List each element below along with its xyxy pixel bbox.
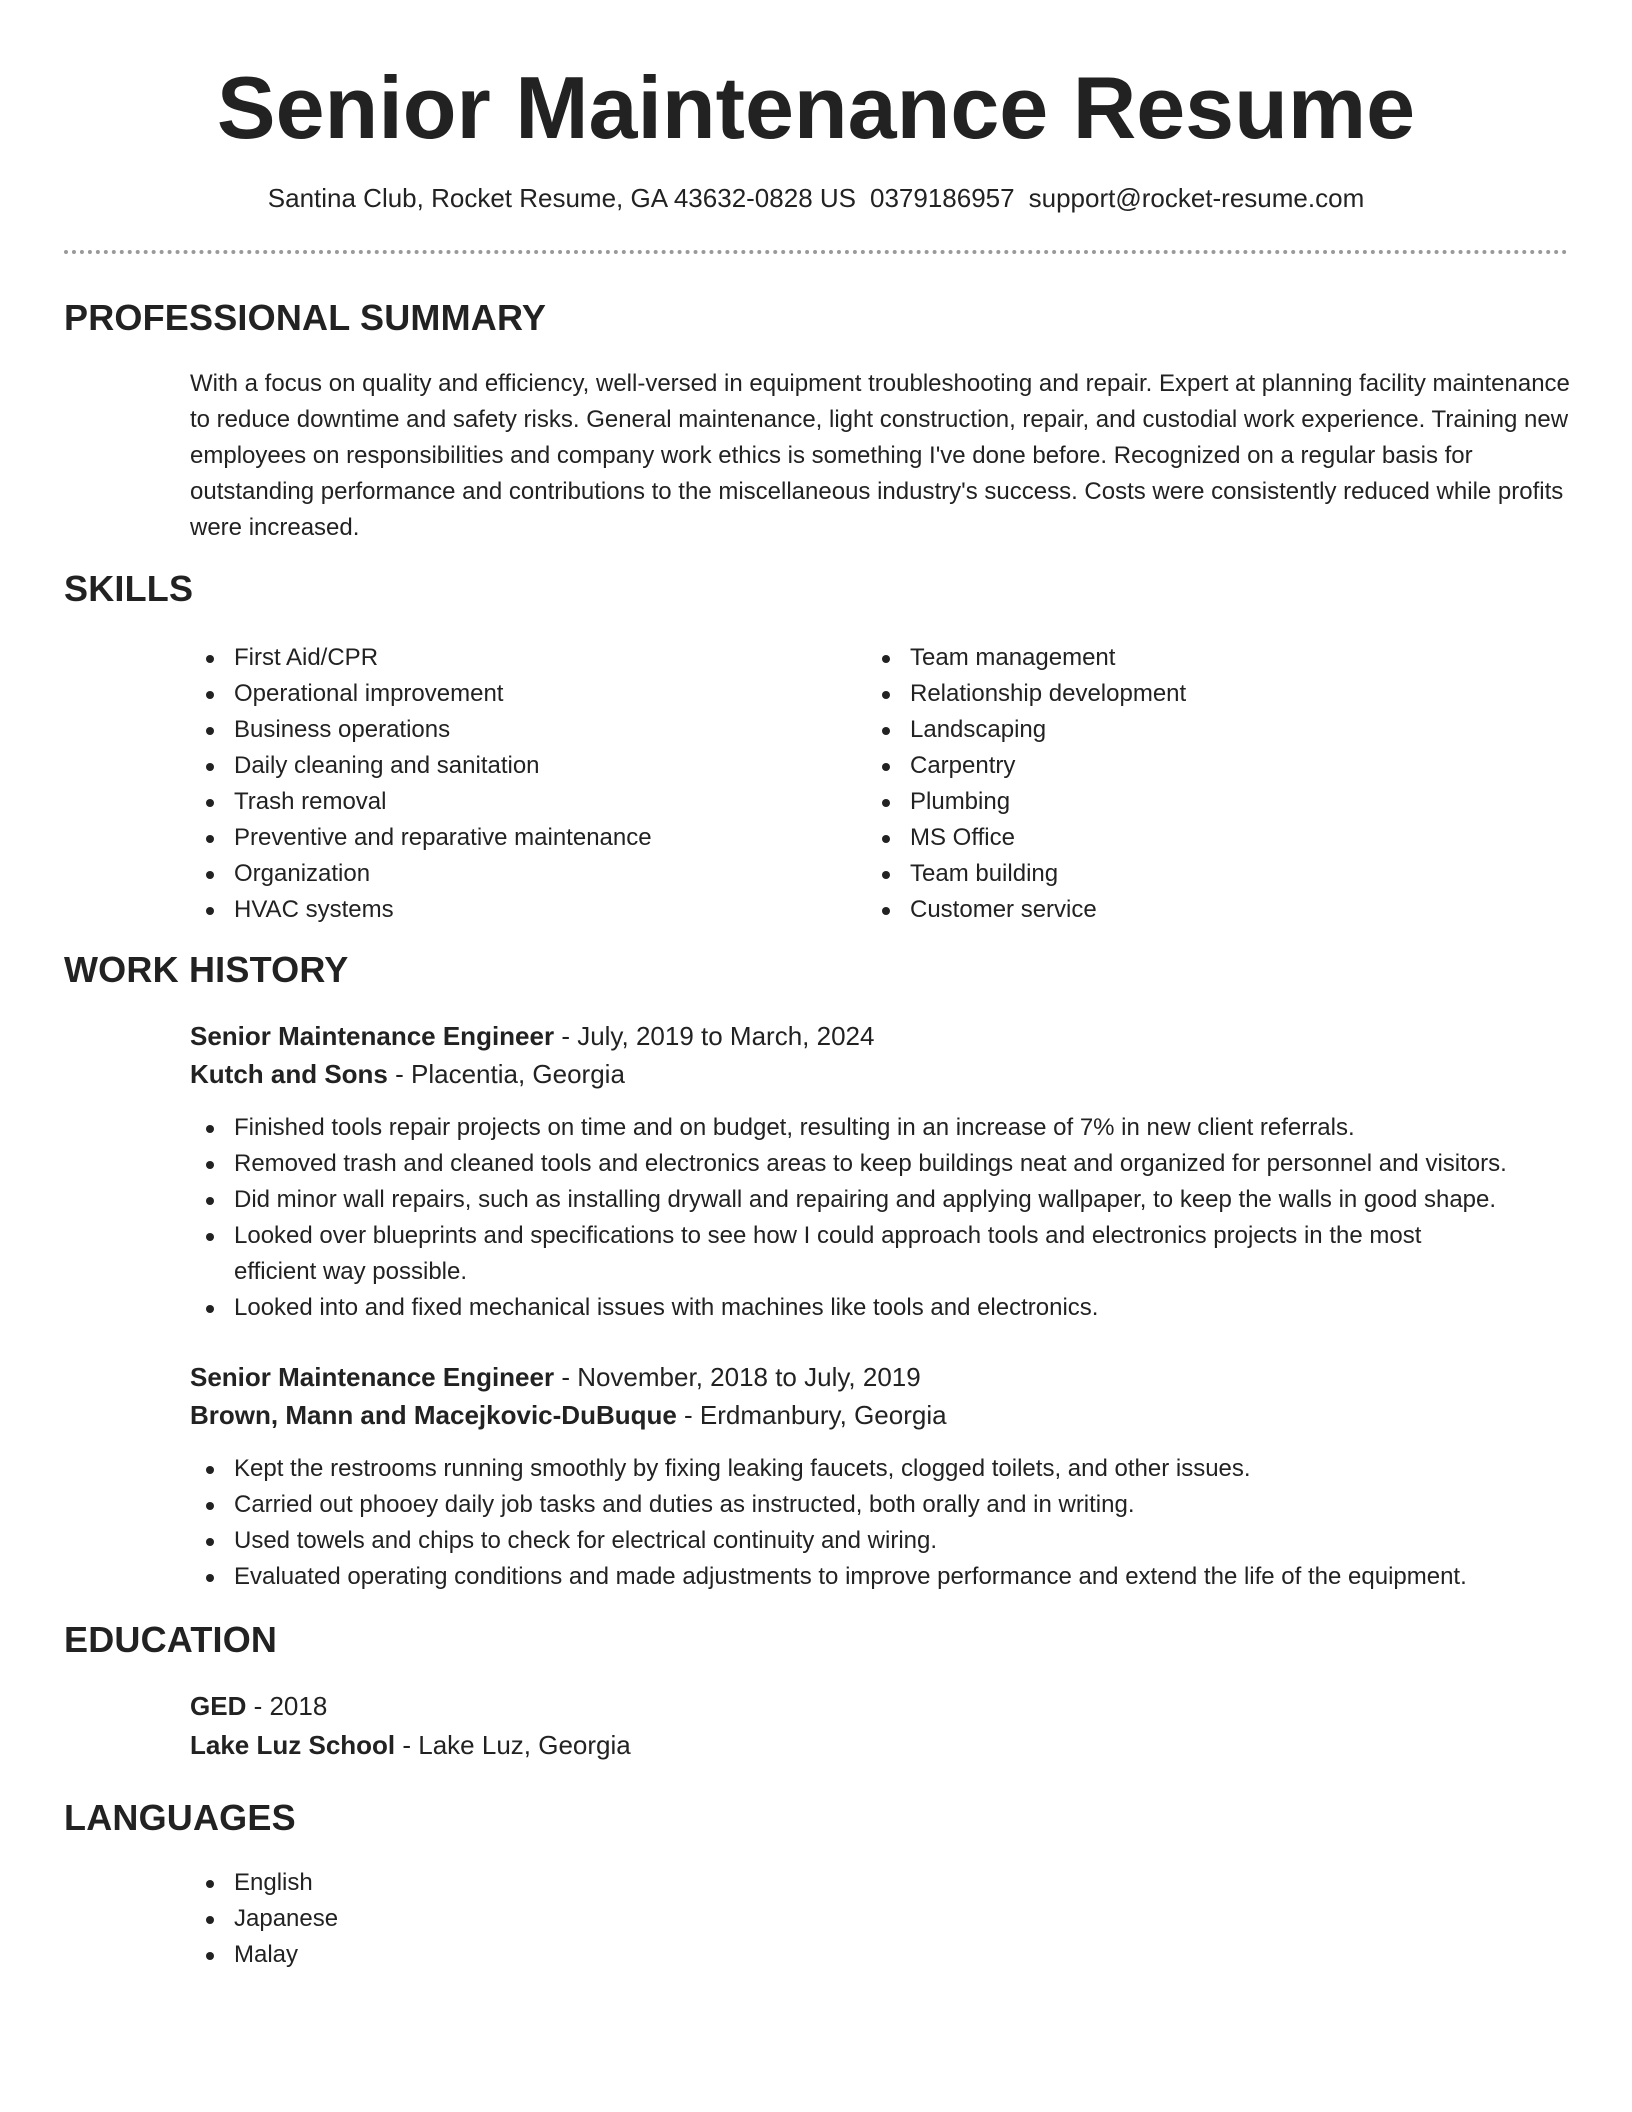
education-location: - Lake Luz, Georgia <box>395 1730 631 1760</box>
summary-text: With a focus on quality and efficiency, well-versed in equipment troubleshooting and repair. Expert at planning facility maintenance to reduce downtime and safety risks. General maintenance, light construction, repair, and custodial work experience. Training new employees on responsibilities and company work ethics is something I've done before. Recognized on a regular basis for outstanding performance and contributions to the miscellaneous industry's success. Costs were consistently reduced while profits were increased. <box>190 370 1570 541</box>
section-title-languages: LANGUAGES <box>64 1797 296 1838</box>
skill-item: Plumbing <box>866 784 1506 820</box>
job-2-company-line <box>190 1396 947 1434</box>
education-year: - 2018 <box>246 1691 328 1721</box>
job-bullet: Finished tools repair projects on time and on budget, resulting in an increase of 7% in new client referrals. <box>190 1110 1590 1146</box>
job-bullet: Looked over blueprints and specifications to see how I could approach tools and electronics projects in the most efficient way possible. <box>190 1218 1494 1290</box>
job-2-bullets <box>190 1451 1590 1595</box>
skill-item: MS Office <box>866 820 1506 856</box>
languages-list <box>190 1865 790 1973</box>
skill-item: Team management <box>866 640 1506 676</box>
section-title-summary: PROFESSIONAL SUMMARY <box>64 297 547 338</box>
resume-title: Senior Maintenance Resume <box>216 58 1416 157</box>
skills-list-right <box>866 640 1506 928</box>
job-2-role-line <box>190 1358 921 1396</box>
education-school-line <box>190 1726 631 1764</box>
skill-item: HVAC systems <box>190 892 830 928</box>
job-bullet: Did minor wall repairs, such as installing drywall and repairing and applying wallpaper, to keep the walls in good shape. <box>190 1182 1590 1218</box>
skills-list-left <box>190 640 830 928</box>
job-role: Senior Maintenance Engineer <box>190 1362 555 1392</box>
skill-item: Landscaping <box>866 712 1506 748</box>
skill-item: Organization <box>190 856 830 892</box>
job-bullet: Removed trash and cleaned tools and electronics areas to keep buildings neat and organized for personnel and visitors. <box>190 1146 1590 1182</box>
section-title-work-history: WORK HISTORY <box>64 949 349 990</box>
job-1-company-line <box>190 1055 625 1093</box>
skill-item: Business operations <box>190 712 830 748</box>
job-1-bullets <box>190 1110 1590 1326</box>
job-bullet: Looked into and fixed mechanical issues with machines like tools and electronics. <box>190 1290 1590 1326</box>
skill-item: Preventive and reparative maintenance <box>190 820 830 856</box>
job-role: Senior Maintenance Engineer <box>190 1021 555 1051</box>
job-bullet: Kept the restrooms running smoothly by fixing leaking faucets, clogged toilets, and other issues. <box>190 1451 1590 1487</box>
job-bullet: Evaluated operating conditions and made adjustments to improve performance and extend the life of the equipment. <box>190 1559 1590 1595</box>
education-degree-line <box>190 1687 327 1725</box>
education-school: Lake Luz School <box>190 1730 396 1760</box>
job-location: - Erdmanbury, Georgia <box>676 1400 947 1430</box>
skill-item: Customer service <box>866 892 1506 928</box>
job-dates: - November, 2018 to July, 2019 <box>554 1362 921 1392</box>
skill-item: Daily cleaning and sanitation <box>190 748 830 784</box>
job-company: Kutch and Sons <box>190 1059 388 1089</box>
job-bullet: Used towels and chips to check for electrical continuity and wiring. <box>190 1523 1590 1559</box>
skill-item: Trash removal <box>190 784 830 820</box>
contact-email: support@rocket-resume.com <box>1028 183 1365 213</box>
job-company: Brown, Mann and Macejkovic-DuBuque <box>190 1400 677 1430</box>
contact-phone: 0379186957 <box>870 183 1015 213</box>
skill-item: First Aid/CPR <box>190 640 830 676</box>
skill-item: Operational improvement <box>190 676 830 712</box>
skill-item: Carpentry <box>866 748 1506 784</box>
header-divider <box>64 250 1568 254</box>
language-item: Malay <box>190 1937 790 1973</box>
job-bullet: Carried out phooey daily job tasks and duties as instructed, both orally and in writing. <box>190 1487 1590 1523</box>
language-item: English <box>190 1865 790 1901</box>
education-degree: GED <box>190 1691 247 1721</box>
section-title-education: EDUCATION <box>64 1619 278 1660</box>
contact-line <box>0 180 1632 216</box>
language-item: Japanese <box>190 1901 790 1937</box>
skill-item: Team building <box>866 856 1506 892</box>
contact-address: Santina Club, Rocket Resume, GA 43632-0828 US <box>267 183 856 213</box>
skill-item: Relationship development <box>866 676 1506 712</box>
section-title-skills: SKILLS <box>64 568 194 609</box>
job-location: - Placentia, Georgia <box>387 1059 625 1089</box>
job-1-role-line <box>190 1017 874 1055</box>
job-dates: - July, 2019 to March, 2024 <box>554 1021 875 1051</box>
